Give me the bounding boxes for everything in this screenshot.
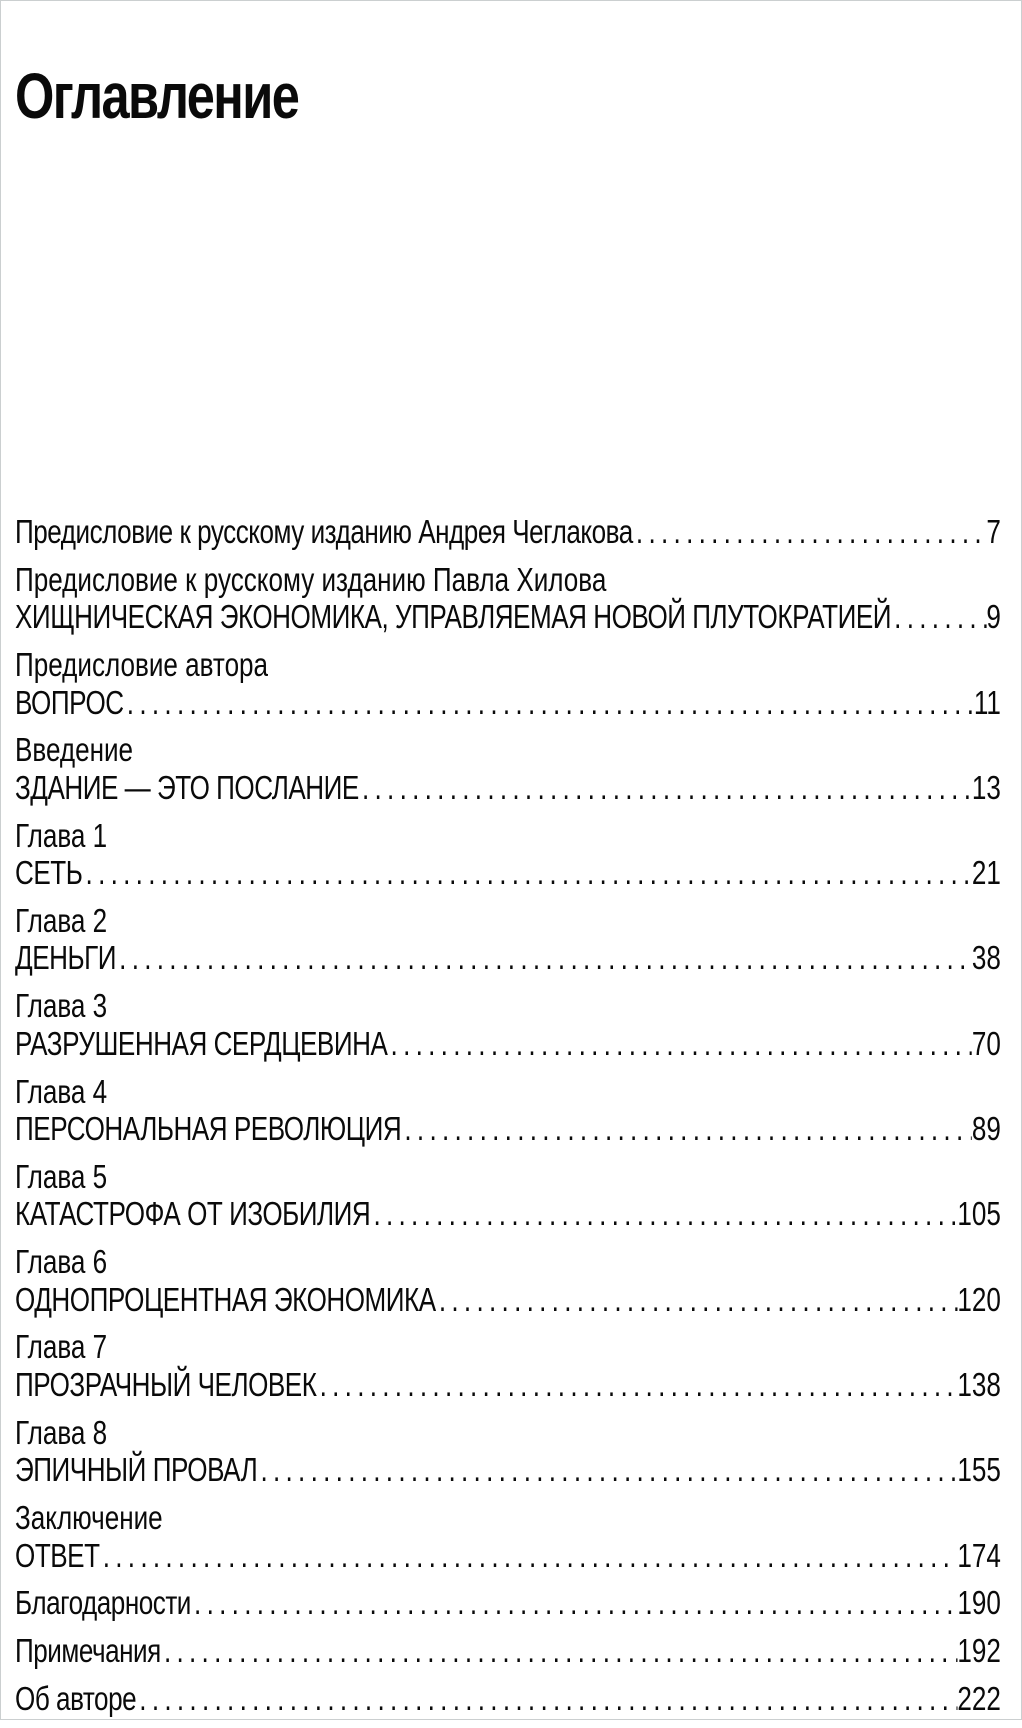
toc-entry-heading: Глава 2 bbox=[15, 901, 108, 939]
toc-entry-page: 222 bbox=[957, 1679, 1001, 1717]
dot-leader bbox=[124, 684, 974, 722]
toc-entry bbox=[15, 1328, 1001, 1403]
toc-entry-page: 7 bbox=[986, 513, 1001, 550]
dot-leader bbox=[370, 1195, 957, 1233]
toc-entry-heading: Предисловие к русскому изданию Павла Хилова bbox=[15, 560, 607, 598]
dot-leader bbox=[161, 1632, 958, 1670]
toc-entry-title-row bbox=[15, 1584, 1001, 1622]
dot-leader bbox=[633, 513, 987, 551]
dot-leader bbox=[387, 1025, 972, 1063]
toc-entry-title: ВОПРОС bbox=[15, 683, 124, 721]
toc-entry-title-row bbox=[15, 1537, 1001, 1575]
toc-entry-heading: Заключение bbox=[15, 1499, 163, 1537]
toc-entry-page: 70 bbox=[971, 1024, 1001, 1062]
toc-entry-title-row bbox=[15, 1366, 1001, 1404]
toc-entry-heading: Глава 5 bbox=[15, 1157, 108, 1195]
toc-entry-heading: Глава 8 bbox=[15, 1413, 108, 1451]
dot-leader bbox=[436, 1281, 958, 1319]
toc-entry-page: 192 bbox=[957, 1632, 1001, 1670]
toc-entry-page: 9 bbox=[986, 598, 1001, 636]
toc-entry-title: КАТАСТРОФА ОТ ИЗОБИЛИЯ bbox=[15, 1195, 371, 1233]
toc-entry-title-row bbox=[15, 1632, 1001, 1670]
toc-entry-heading: Глава 6 bbox=[15, 1243, 108, 1281]
toc-entry-title: ОТВЕТ bbox=[15, 1536, 100, 1574]
toc-entry-heading: Глава 3 bbox=[15, 987, 108, 1025]
toc-entry-page: 21 bbox=[971, 854, 1001, 892]
toc-entry-title: ПЕРСОНАЛЬНАЯ РЕВОЛЮЦИЯ bbox=[15, 1110, 402, 1148]
toc-entry-page: 89 bbox=[971, 1110, 1001, 1148]
toc-entry-title: ДЕНЬГИ bbox=[15, 939, 117, 977]
toc-entry bbox=[15, 513, 1001, 551]
toc-entry bbox=[15, 1158, 1001, 1233]
toc-entry-title: СЕТЬ bbox=[15, 854, 83, 892]
toc-entry-page: 38 bbox=[971, 939, 1001, 977]
toc-entry-title-row bbox=[15, 513, 1001, 551]
dot-leader bbox=[191, 1584, 958, 1622]
toc-entry-heading: Глава 7 bbox=[15, 1328, 108, 1366]
toc-entry bbox=[15, 646, 1001, 721]
toc-entry-title-row bbox=[15, 1680, 1001, 1718]
toc-entry-title: ПРОЗРАЧНЫЙ ЧЕЛОВЕК bbox=[15, 1365, 317, 1403]
dot-leader bbox=[316, 1366, 957, 1404]
toc-entry bbox=[15, 1584, 1001, 1622]
toc-entry-title-row bbox=[15, 939, 1001, 977]
toc-entry bbox=[15, 1414, 1001, 1489]
toc-entry bbox=[15, 1243, 1001, 1318]
toc-entry-title-row bbox=[15, 769, 1001, 807]
toc-entry-title: ЭПИЧНЫЙ ПРОВАЛ bbox=[15, 1451, 258, 1489]
toc-entry-page: 174 bbox=[957, 1536, 1001, 1574]
dot-leader bbox=[100, 1537, 958, 1575]
dot-leader bbox=[401, 1110, 972, 1148]
toc-entry-page: 190 bbox=[957, 1584, 1001, 1622]
toc-entry-page: 155 bbox=[957, 1451, 1001, 1489]
dot-leader bbox=[891, 598, 986, 636]
toc-entry-title: ЗДАНИЕ — ЭТО ПОСЛАНИЕ bbox=[15, 768, 359, 806]
toc-entry-heading: Предисловие автора bbox=[15, 646, 269, 684]
toc-entry-title-row bbox=[15, 1451, 1001, 1489]
toc-entry bbox=[15, 817, 1001, 892]
toc-entry-title-row bbox=[15, 1281, 1001, 1319]
toc-entry-heading: Введение bbox=[15, 731, 134, 769]
dot-leader bbox=[116, 939, 972, 977]
toc-entry bbox=[15, 561, 1001, 636]
toc-entry-page: 120 bbox=[957, 1280, 1001, 1318]
toc-entry-title: Предисловие к русскому изданию Андрея Чеглакова bbox=[15, 513, 633, 550]
dot-leader bbox=[257, 1451, 957, 1489]
toc-entry-title-row bbox=[15, 854, 1001, 892]
toc-entry-title-row bbox=[15, 598, 1001, 636]
toc-entry bbox=[15, 731, 1001, 806]
toc-entry-title: ХИЩНИЧЕСКАЯ ЭКОНОМИКА, УПРАВЛЯЕМАЯ НОВОЙ ПЛУТОКРАТИЕЙ bbox=[15, 598, 892, 636]
toc-entry-title: Примечания bbox=[15, 1632, 161, 1670]
toc-entry-title: Об авторе bbox=[15, 1679, 137, 1717]
toc-entry-title-row bbox=[15, 1025, 1001, 1063]
toc-entry-heading: Глава 1 bbox=[15, 816, 108, 854]
toc-entry bbox=[15, 1499, 1001, 1574]
toc-entry-page: 11 bbox=[973, 683, 1001, 721]
page-title: Оглавление bbox=[15, 59, 299, 132]
toc-entry-title: Благодарности bbox=[15, 1584, 191, 1622]
toc-entry-title-row bbox=[15, 1110, 1001, 1148]
toc-entry-title: РАЗРУШЕННАЯ СЕРДЦЕВИНА bbox=[15, 1024, 388, 1062]
toc-entry bbox=[15, 1632, 1001, 1670]
dot-leader bbox=[359, 769, 972, 807]
toc-entry-page: 138 bbox=[957, 1365, 1001, 1403]
dot-leader bbox=[136, 1680, 957, 1718]
toc-entry-title: ОДНОПРОЦЕНТНАЯ ЭКОНОМИКА bbox=[15, 1280, 436, 1318]
toc-entry bbox=[15, 1073, 1001, 1148]
toc-entry-heading: Глава 4 bbox=[15, 1072, 108, 1110]
toc-entry bbox=[15, 902, 1001, 977]
toc-entry bbox=[15, 987, 1001, 1062]
dot-leader bbox=[82, 854, 972, 892]
toc-list bbox=[15, 513, 1001, 1728]
toc-entry bbox=[15, 1680, 1001, 1718]
toc-entry-title-row bbox=[15, 684, 1001, 722]
toc-entry-title-row bbox=[15, 1195, 1001, 1233]
toc-entry-page: 13 bbox=[971, 768, 1001, 806]
toc-entry-page: 105 bbox=[957, 1195, 1001, 1233]
